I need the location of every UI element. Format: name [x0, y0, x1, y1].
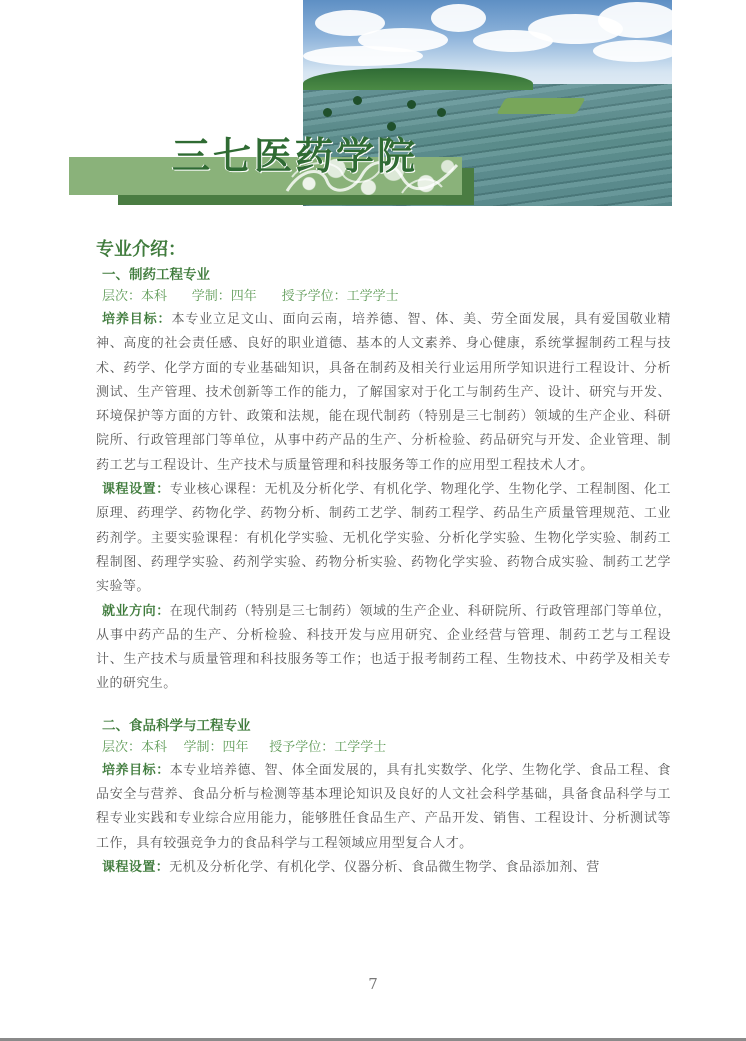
major-block-food-science-engineering [96, 715, 671, 880]
courses-text: 无机及分析化学、有机化学、仪器分析、食品微生物学、食品添加剂、营 [169, 859, 600, 875]
training-goal-label: 培养目标： [102, 312, 172, 327]
major-meta: 层次：本科 学制：四年 授予学位：工学学士 [102, 739, 387, 755]
green-hill [303, 68, 533, 90]
section-gap [96, 697, 671, 715]
green-field-patch [496, 98, 585, 114]
courses-paragraph [96, 856, 671, 880]
cloud-shape [598, 2, 672, 38]
cloud-shape [431, 4, 486, 32]
training-goal-paragraph [96, 308, 671, 478]
tree-shape [323, 108, 332, 117]
courses-text: 专业核心课程：无机及分析化学、有机化学、物理化学、生物化学、工程制图、化工原理、药理学、药物化学、药物分析、制药工艺学、制药工程学、药品生产质量管理规范、工业药剂学。主要实验课程：有机化学实验、无机化学实验、分析化学实验、生物化学实验、制药工程制图、药理学实验、药剂学实验、药物分析实验、药物化学实验、药物合成实验、制药工艺学实验等。 [96, 482, 671, 595]
major-title: 一、制药工程专业 [102, 267, 210, 283]
tree-shape [437, 108, 446, 117]
title-band-dark-edge [462, 168, 474, 205]
training-goal-text: 本专业培养德、智、体全面发展的，具有扎实数学、化学、生物化学、食品工程、食品安全与营养、食品分析与检测等基本理论知识及良好的人文社会科学基础，具备食品科学与工程专业实践和专业综合应用能力，能够胜任食品生产、产品开发、销售、工程设计、分析测试等工作，具有较强竞争力的食品科学与工程领域应用型复合人才。 [96, 762, 671, 851]
training-goal-text: 本专业立足文山、面向云南，培养德、智、体、美、劳全面发展，具有爱国敬业精神、高度的社会责任感、良好的职业道德、基本的人文素养、身心健康，系统掌握制药工程与技术、药学、化学方面的专业基础知识，具备在制药及相关行业运用所学知识进行工程设计、分析测试、生产管理、技术创新等工作的能力，了解国家对于化工与制药生产、设计、研究与开发、环境保护等方面的方针、政策和法规，能在现代制药（特别是三七制药）领域的生产企业、科研院所、行政管理部门等单位，从事中药产品的生产、分析检验、药品研究与开发、企业管理、制药工艺与工程设计、生产技术与质量管理和科技服务等工作的应用型工程技术人才。 [96, 312, 671, 473]
tree-shape [407, 100, 416, 109]
career-label: 就业方向： [102, 603, 170, 619]
training-goal-paragraph [96, 759, 671, 856]
courses-label: 课程设置： [102, 859, 170, 875]
major-block-pharmaceutical-engineering [96, 264, 671, 697]
courses-label: 课程设置： [102, 482, 170, 498]
major-title: 二、食品科学与工程专业 [102, 717, 251, 734]
tree-shape [387, 122, 396, 131]
title-band-dark [118, 195, 473, 205]
career-text: 在现代制药（特别是三七制药）领域的生产企业、科研院所、行政管理部门等单位，从事中药产品的生产、分析检验、科技开发与应用研究、企业经营与管理、制药工艺与工程设计、生产技术与质量管理和科技服务等工作；也适于报考制药工程、生物技术、中药学及相关专业的研究生。 [96, 603, 671, 692]
career-paragraph [96, 600, 671, 697]
cloud-shape [303, 46, 423, 66]
section-title: 专业介绍： [96, 239, 186, 260]
page-number: 7 [368, 975, 378, 993]
college-name-title: 三七医药学院 [172, 133, 419, 178]
page-content [96, 236, 671, 880]
major-meta: 层次：本科 学制：四年 授予学位：工学学士 [102, 289, 399, 304]
training-goal-label: 培养目标： [102, 762, 170, 778]
cloud-shape [593, 40, 672, 62]
courses-paragraph [96, 478, 671, 599]
tree-shape [353, 96, 362, 105]
